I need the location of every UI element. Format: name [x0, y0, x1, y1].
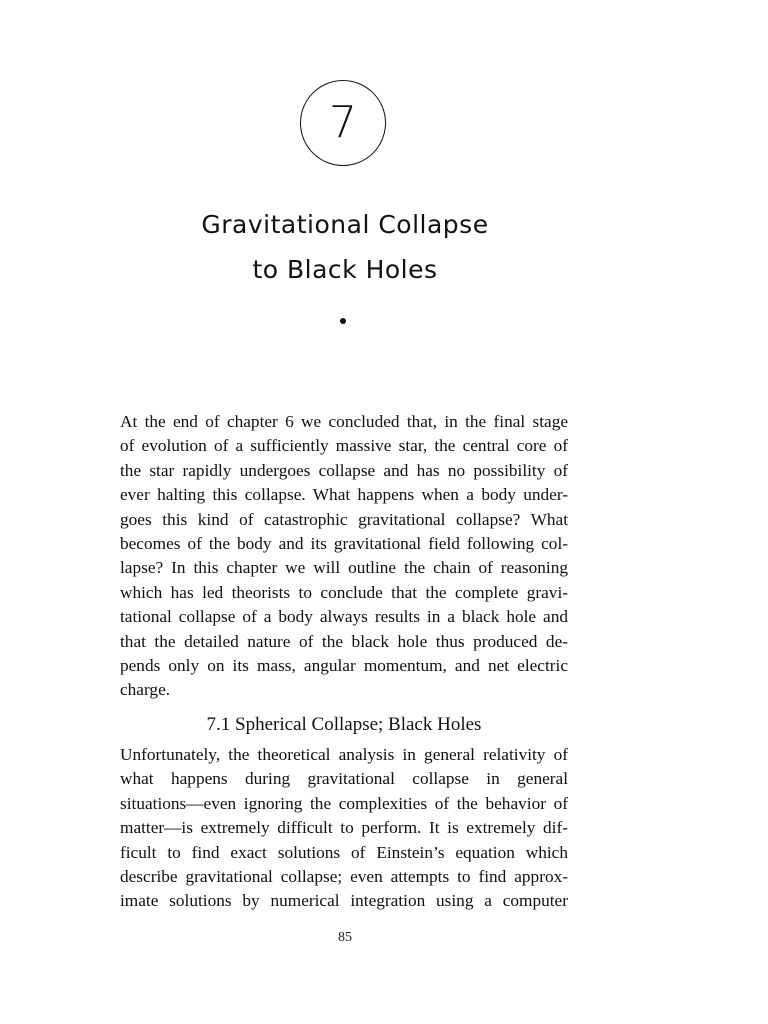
intro-paragraph	[120, 410, 568, 703]
chapter-number: 7	[329, 97, 357, 148]
chapter-number-badge	[300, 80, 386, 166]
intro-line: of evolution of a sufficiently massive star, the central core of	[120, 436, 568, 456]
section-line: ficult to find exact solutions of Einstein’s equation which	[120, 842, 568, 862]
intro-line: the star rapidly undergoes collapse and has no possibility of	[120, 460, 568, 480]
page-number: 85	[338, 930, 352, 945]
chapter-title-line-1: Gravitational Collapse	[201, 210, 489, 239]
intro-line: lapse? In this chapter we will outline the chain of reasoning	[120, 558, 568, 578]
section-heading: 7.1 Spherical Collapse; Black Holes	[206, 714, 482, 735]
section-line: describe gravitational collapse; even attempts to find approx-	[120, 867, 568, 887]
intro-line: charge.	[120, 680, 171, 700]
intro-line: becomes of the body and its gravitational field following col-	[120, 534, 568, 554]
intro-line: ever halting this collapse. What happens when a body under-	[120, 485, 568, 505]
intro-line: which has led theorists to conclude that the complete gravi-	[120, 582, 568, 602]
section-line: imate solutions by numerical integration using a computer	[120, 891, 568, 911]
intro-line: that the detailed nature of the black hole thus produced de-	[120, 631, 568, 651]
intro-line: pends only on its mass, angular momentum, and net electric	[120, 656, 568, 676]
intro-line: tational collapse of a body always results in a black hole and	[120, 607, 568, 627]
chapter-title-line-2: to Black Holes	[252, 255, 438, 284]
section-line: what happens during gravitational collapse in general	[120, 769, 568, 789]
ornament-dot	[340, 318, 346, 324]
section-line: situations—even ignoring the complexities of the behavior of	[120, 793, 568, 813]
section-line: matter—is extremely difficult to perform. It is extremely dif-	[120, 818, 568, 838]
intro-line: At the end of chapter 6 we concluded that, in the final stage	[120, 412, 568, 431]
intro-line: goes this kind of catastrophic gravitational collapse? What	[120, 509, 568, 529]
section-line: Unfortunately, the theoretical analysis in general relativity of	[120, 745, 568, 764]
section-paragraph	[120, 743, 568, 914]
